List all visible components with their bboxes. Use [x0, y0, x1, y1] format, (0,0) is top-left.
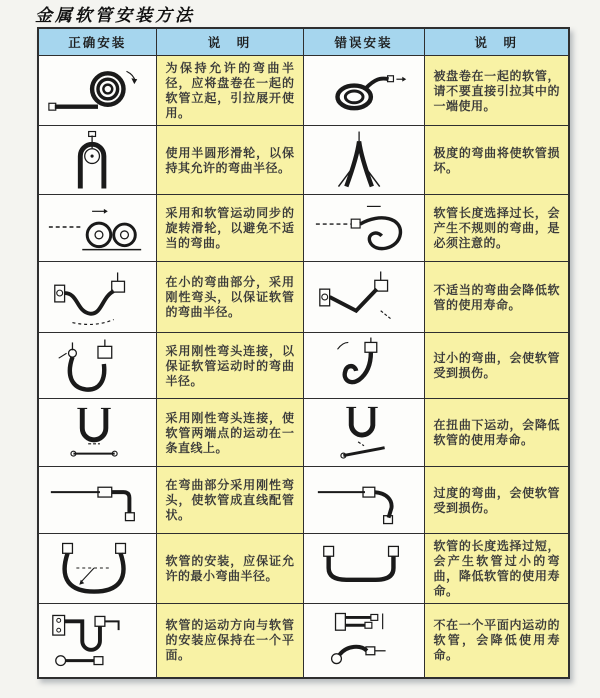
correct-description: 采用和软管运动同步的旋转滑轮，以避免不适当的弯曲。 [156, 195, 303, 262]
header-wrong-install: 错误安装 [303, 28, 424, 56]
correct-illustration-cell [38, 604, 156, 678]
wrong-description: 被盘卷在一起的软管，请不要直接引拉其中的一端使用。 [424, 56, 569, 126]
wrong-description: 软管长度选择过长，会产生不规则的弯曲，是必须注意的。 [424, 195, 569, 262]
correct-illustration-cell [38, 467, 156, 534]
correct-description: 为保持允许的弯曲半径，应将盘卷在一起的软管立起，引拉展开使用。 [156, 56, 303, 126]
semicircular-pulley-icon [43, 129, 151, 191]
straight-pipe-elbow-icon [43, 470, 151, 530]
table-row [38, 126, 569, 195]
wrong-description: 在扭曲下运动，会降低软管的使用寿命。 [424, 399, 569, 467]
out-of-plane-motion-icon [310, 607, 418, 673]
twisted-u-motion-icon [310, 402, 418, 464]
correct-description: 在小的弯曲部分，采用刚性弯头，以保证软管的弯曲半径。 [156, 262, 303, 333]
correct-illustration-cell [38, 534, 156, 604]
correct-description: 在弯曲部分采用刚性弯头，使软管成直线配管状。 [156, 467, 303, 534]
too-small-bend-icon [310, 336, 418, 396]
upright-coil-unroll-icon [43, 62, 151, 120]
sharp-bend-hang-icon [310, 129, 418, 191]
header-correct-install: 正确安装 [38, 28, 156, 56]
correct-description: 软管的安装，应保证允许的最小弯曲半径。 [156, 534, 303, 604]
correct-illustration-cell [38, 56, 156, 126]
header-row [38, 28, 569, 56]
rigid-elbow-small-bend-icon [43, 265, 151, 329]
correct-description: 使用半圆形滑轮，以保持其允许的弯曲半径。 [156, 126, 303, 195]
wrong-illustration-cell [303, 534, 424, 604]
improper-bend-icon [310, 265, 418, 329]
wrong-description: 不适当的弯曲会降低软管的使用寿命。 [424, 262, 569, 333]
wrong-description: 极度的弯曲将使软管损坏。 [424, 126, 569, 195]
sync-rotating-pulley-icon [43, 198, 151, 258]
header-description-1: 说 明 [156, 28, 303, 56]
overbent-pipe-icon [310, 470, 418, 530]
wrong-illustration-cell [303, 262, 424, 333]
correct-illustration-cell [38, 195, 156, 262]
table-row [38, 399, 569, 467]
overlong-loop-icon [310, 198, 418, 258]
table-row [38, 262, 569, 333]
correct-description: 采用刚性弯头连接，以保证软管运动时的弯曲半径。 [156, 333, 303, 399]
correct-illustration-cell [38, 333, 156, 399]
correct-illustration-cell [38, 126, 156, 195]
wrong-description: 过度的弯曲，会使软管受到损伤。 [424, 467, 569, 534]
header-description-2: 说 明 [424, 28, 569, 56]
same-plane-routing-icon [43, 607, 151, 673]
wrong-illustration-cell [303, 333, 424, 399]
table-row [38, 195, 569, 262]
wrong-description: 软管的长度选择过短，会产生软管过小的弯曲，降低软管的使用寿命。 [424, 534, 569, 604]
wrong-illustration-cell [303, 604, 424, 678]
min-bend-radius-u-icon [43, 538, 151, 600]
correct-description: 软管的运动方向与软管的安装应保持在一个平面。 [156, 604, 303, 678]
wrong-description: 过小的弯曲，会使软管受到损伤。 [424, 333, 569, 399]
wrong-description: 不在一个平面内运动的软管，会降低使用寿命。 [424, 604, 569, 678]
table-row [38, 534, 569, 604]
correct-illustration-cell [38, 399, 156, 467]
aligned-u-motion-icon [43, 402, 151, 464]
too-short-taut-icon [310, 538, 418, 600]
table-row [38, 467, 569, 534]
table-row [38, 56, 569, 126]
wrong-illustration-cell [303, 56, 424, 126]
correct-illustration-cell [38, 262, 156, 333]
flat-coil-pull-icon [310, 62, 418, 120]
wrong-illustration-cell [303, 467, 424, 534]
wrong-illustration-cell [303, 399, 424, 467]
correct-description: 采用刚性弯头连接，使软管两端点的运动在一条直线上。 [156, 399, 303, 467]
installation-methods-table [37, 27, 570, 679]
wrong-illustration-cell [303, 195, 424, 262]
table-row [38, 604, 569, 678]
page-title: 金属软管安装方法 [35, 6, 195, 26]
table-row [38, 333, 569, 399]
wrong-illustration-cell [303, 126, 424, 195]
rigid-elbow-u-bend-icon [43, 336, 151, 396]
